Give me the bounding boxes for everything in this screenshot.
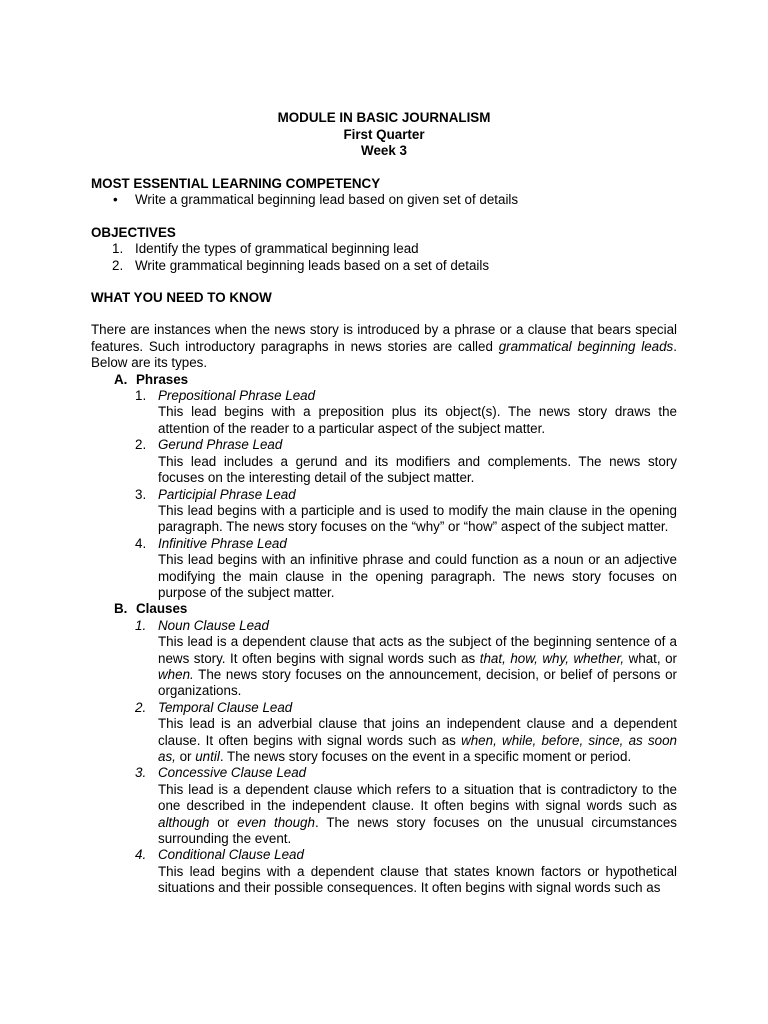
melc-item-text: Write a grammatical beginning lead based on given set of details [135,192,519,208]
item-title: Infinitive Phrase Lead [158,535,287,551]
item-number: 1. [135,388,147,404]
section-letter: A. [114,371,128,387]
section-phrases [91,372,677,388]
list-item [91,847,677,896]
objectives-heading: OBJECTIVES [91,224,176,240]
list-item [91,765,677,847]
item-title: Conditional Clause Lead [158,847,304,863]
item-description: This lead includes a gerund and its modifiers and complements. The news story focuses on the interesting detail of the subject matter. [158,453,677,486]
list-item [91,388,677,437]
list-item [91,437,677,486]
objectives-list [91,241,677,274]
objective-number: 2. [112,257,124,273]
item-number: 2. [135,437,147,453]
item-number: 3. [135,486,147,502]
item-title: Gerund Phrase Lead [158,437,283,453]
intro-paragraph: There are instances when the news story is introduced by a phrase or a clause that bears special features. Such introductory paragraphs in news stories are called grammatical beginning leads. Below are its types. [91,322,677,371]
document-header [0,110,768,160]
section-label: Phrases [136,371,189,387]
item-description: This lead is an adverbial clause that joins an independent clause and a dependent clause. It often begins with signal words such as when, while, before, since, as soon as, or until. The news story focuses on the event in a specific moment or period. [158,716,677,764]
item-description: This lead begins with a preposition plus its object(s). The news story draws the attention of the reader to a particular aspect of the subject matter. [158,404,677,436]
item-title: Noun Clause Lead [158,617,269,633]
bullet-icon: • [113,192,118,208]
item-description: This lead begins with an infinitive phrase and could function as a noun or an adjective modifying the main clause in the opening paragraph. The news story focuses on purpose of the subject matter. [158,552,677,600]
list-item [91,536,677,602]
item-number: 1. [135,617,147,633]
objective-number: 1. [112,241,124,257]
item-number: 2. [135,699,147,715]
week-label: Week 3 [361,143,407,158]
section-letter: B. [114,601,128,617]
item-number: 4. [135,847,147,863]
objective-item [91,241,677,257]
item-title: Temporal Clause Lead [158,699,293,715]
item-number: 4. [135,535,147,551]
list-item [91,618,677,700]
item-number: 3. [135,765,147,781]
item-description: This lead begins with a participle and is used to modify the main clause in the opening paragraph. The news story focuses on the “why” or “how” aspect of the subject matter. [158,502,677,535]
item-title: Concessive Clause Lead [158,765,307,781]
item-title: Prepositional Phrase Lead [158,388,316,404]
melc-heading: MOST ESSENTIAL LEARNING COMPETENCY [91,176,381,191]
objective-item [91,258,677,274]
item-description: This lead begins with a dependent clause that states known factors or hypothetical situations and their possible consequences. It often begins with signal words such as [158,863,677,896]
quarter-label: First Quarter [343,126,425,142]
item-title: Participial Phrase Lead [158,486,296,502]
section-label: Clauses [136,601,188,617]
know-heading: WHAT YOU NEED TO KNOW [91,290,272,306]
melc-item [91,192,677,208]
document-body [91,176,677,897]
item-description: This lead is a dependent clause that acts as the subject of the beginning sentence of a news story. It often begins with signal words such as that, how, why, whether, what, or when. The news story focuses on the announcement, decision, or belief of persons or organizations. [158,634,677,699]
objective-text: Write grammatical beginning leads based on a set of details [135,257,490,273]
section-clauses [91,601,677,617]
objective-text: Identify the types of grammatical beginning lead [135,241,419,257]
list-item [91,487,677,536]
module-title: MODULE IN BASIC JOURNALISM [277,110,491,125]
list-item [91,700,677,766]
item-description: This lead is a dependent clause which refers to a situation that is contradictory to the one described in the independent clause. It often begins with signal words such as although or even though. The news story focuses on the unusual circumstances surrounding the event. [158,781,678,847]
melc-list [91,192,677,208]
